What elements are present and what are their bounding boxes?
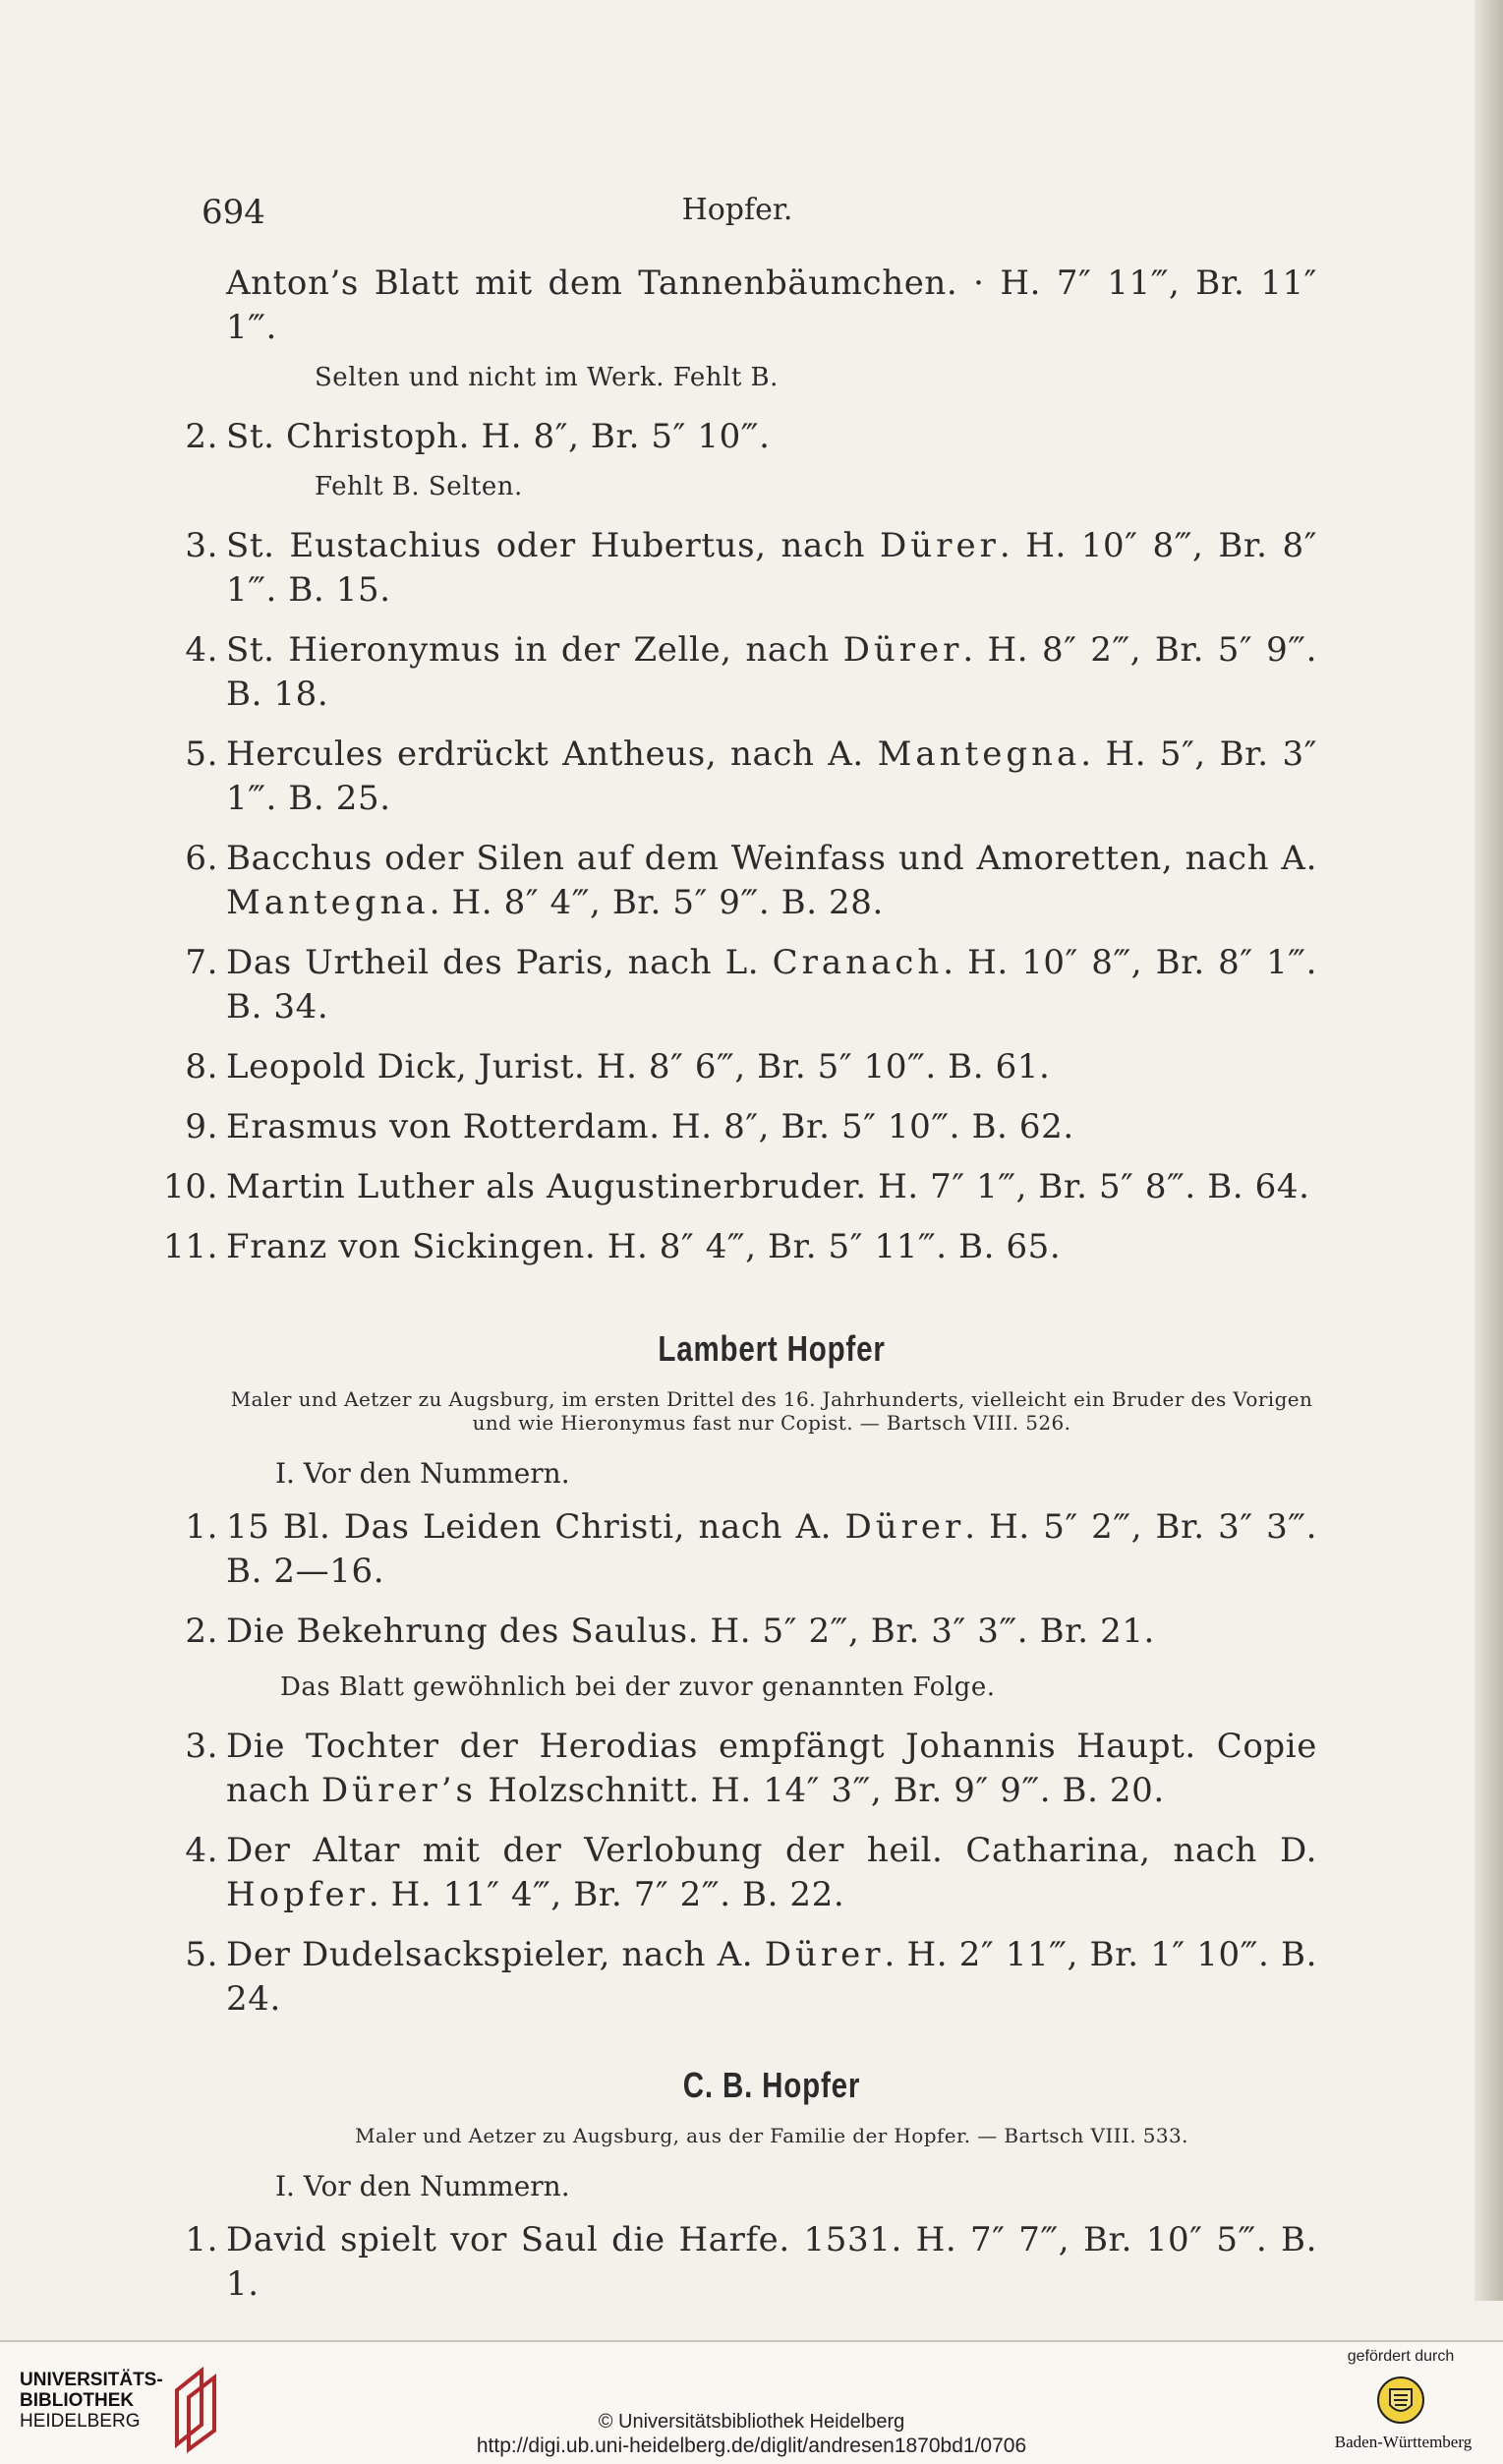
section-title-cb-hopfer: C. B. Hopfer — [682, 2065, 861, 2105]
entry-artist: Dürer — [844, 1507, 965, 1547]
coat-of-arms-icon — [1376, 2376, 1425, 2425]
catalog-entry — [185, 524, 1318, 613]
entry-text: St. Eustachius oder Hubertus, nach — [226, 526, 881, 565]
entry-artist: Hopfer — [226, 1875, 369, 1914]
entry-note: Das Blatt gewöhnlich bei der zuvor genannten Folge. — [280, 1672, 996, 1702]
entry-artist: Cranach — [772, 943, 944, 982]
entry-artist: Mantegna — [226, 883, 430, 922]
library-name-line: HEIDELBERG — [20, 2411, 141, 2432]
page-number: 694 — [202, 193, 265, 232]
entry-artist: Dürer — [764, 1935, 885, 1974]
section-subhead: I. Vor den Nummern. — [275, 1457, 570, 1490]
entry-number: 7. — [185, 943, 218, 982]
entry-text: Franz von Sickingen. H. 8″ 4‴, Br. 5″ 11‴. B. 65. — [226, 1227, 1062, 1266]
catalog-entry — [226, 262, 1317, 350]
entry-text: 15 Bl. Das Leiden Christi, nach A. — [226, 1507, 845, 1547]
entry-text: . H. 2″ 11‴, Br. 1″ 10‴. B. 24. — [226, 1935, 1317, 2019]
catalog-entry — [185, 1105, 1317, 1149]
entry-number: 2. — [185, 1612, 218, 1651]
library-name-line: UNIVERSITÄTS- — [20, 2370, 163, 2390]
entry-text: Anton’s Blatt mit dem Tannenbäumchen. · H. 7″ 11‴, Br. 11″ 1‴. — [226, 264, 1317, 347]
entry-text: . H. 10″ 8‴, Br. 8″ 1‴. B. 34. — [226, 943, 1318, 1027]
entry-text: Martin Luther als Augustinerbruder. H. 7″ 1‴, Br. 5″ 8‴. B. 64. — [226, 1167, 1310, 1206]
page-edge — [1474, 0, 1503, 2301]
entry-list-lambert-a — [185, 1505, 1317, 1654]
entry-text: St. Hieronymus in der Zelle, nach — [226, 630, 843, 670]
entry-note: Selten und nicht im Werk. Fehlt B. — [315, 363, 779, 392]
entry-text: . H. 8″ 4‴, Br. 5″ 9‴. B. 28. — [429, 883, 884, 922]
entry-list-lambert-b — [185, 1725, 1317, 2022]
entry-text: Hercules erdrückt Antheus, nach A. — [226, 734, 878, 774]
entry-text: David spielt vor Saul die Harfe. 1531. H. 7″ 7‴, Br. 10″ 5‴. B. 1. — [226, 2220, 1317, 2304]
entry-text: Bacchus oder Silen auf dem Weinfass und Amoretten, nach A. — [226, 839, 1317, 878]
catalog-entry — [185, 2218, 1317, 2307]
section-title-lambert-hopfer: Lambert Hopfer — [658, 1328, 886, 1369]
entry-text: Der Dudelsackspieler, nach A. — [226, 1935, 765, 1974]
catalog-entry — [163, 1225, 1317, 1269]
entry-number: 8. — [185, 1047, 218, 1086]
catalog-entry — [185, 1505, 1317, 1594]
entry-artist: Dürer’s — [320, 1771, 477, 1810]
entry-number: 10. — [163, 1167, 218, 1206]
entry-text: Die Tochter der Herodias empfängt Johannis Haupt. Copie nach — [226, 1727, 1317, 1810]
entry-text: Das Urtheil des Paris, nach L. — [226, 943, 773, 982]
entry-number: 6. — [185, 839, 218, 878]
entry-number: 5. — [185, 1935, 218, 1974]
entry-text: . H. 8″ 2‴, Br. 5″ 9‴. B. 18. — [226, 630, 1317, 714]
entry-number: 4. — [185, 1831, 218, 1870]
entry-number: 11. — [163, 1227, 218, 1266]
catalog-entry — [185, 837, 1317, 925]
catalog-entry — [163, 1165, 1317, 1209]
catalog-entry — [185, 628, 1317, 717]
page-content — [163, 262, 1318, 2322]
catalog-entry — [185, 1610, 1317, 1654]
entry-number: 3. — [185, 526, 218, 565]
entry-number: 3. — [185, 1727, 218, 1766]
entry-text: Leopold Dick, Jurist. H. 8″ 6‴, Br. 5″ 10‴. B. 61. — [226, 1047, 1051, 1086]
entry-text: St. Christoph. H. 8″, Br. 5″ 10‴. — [226, 417, 771, 456]
catalog-entry — [185, 941, 1318, 1029]
catalog-entry — [185, 733, 1318, 821]
funded-by-label: gefördert durch — [1347, 2348, 1455, 2365]
section-description: Maler und Aetzer zu Augsburg, aus der Familie der Hopfer. — Bartsch VIII. 533. — [355, 2124, 1188, 2147]
entry-list-b — [163, 524, 1318, 1269]
page-header — [0, 193, 1474, 232]
entry-text: Die Bekehrung des Saulus. H. 5″ 2‴, Br. 3″ 3‴. Br. 21. — [226, 1612, 1155, 1651]
entry-artist: Dürer — [842, 630, 963, 670]
entry-text: Erasmus von Rotterdam. H. 8″, Br. 5″ 10‴. B. 62. — [226, 1107, 1074, 1146]
footer-bar — [0, 2340, 1503, 2464]
entry-number: 9. — [185, 1107, 218, 1146]
catalog-entry — [185, 1829, 1317, 1917]
entry-list-a — [185, 415, 1317, 459]
copyright-text: © Universitätsbibliothek Heidelberg — [598, 2411, 905, 2433]
entry-number: 1. — [185, 1507, 218, 1547]
entry-text: Der Altar mit der Verlobung der heil. Catharina, nach D. — [226, 1831, 1317, 1870]
entry-text: . H. 5″, Br. 3″ 1‴. B. 25. — [226, 734, 1318, 818]
running-title: Hopfer. — [681, 193, 793, 227]
entry-number: 2. — [185, 417, 218, 456]
section-description: Maler und Aetzer zu Augsburg, im ersten Drittel des 16. Jahrhunderts, vielleicht ein Bruder des Vorigen und wie Hieronymus fast nur Copist. — Bartsch VIII. 526. — [230, 1387, 1313, 1435]
entry-list-cb — [185, 2218, 1317, 2307]
catalog-entry — [185, 1045, 1317, 1089]
permalink-link[interactable]: http://digi.ub.uni-heidelberg.de/diglit/andresen1870bd1/0706 — [476, 2435, 1027, 2457]
catalog-entry — [185, 1725, 1317, 1813]
entry-number: 5. — [185, 734, 218, 774]
entry-artist: Dürer — [880, 526, 1000, 565]
entry-number: 4. — [185, 630, 218, 670]
catalog-entry — [185, 1933, 1317, 2022]
funder-name: Baden-Württemberg — [1334, 2433, 1473, 2451]
catalog-entry — [185, 415, 1317, 459]
entry-text: . H. 11″ 4‴, Br. 7″ 2‴. B. 22. — [368, 1875, 845, 1914]
section-subhead: I. Vor den Nummern. — [275, 2170, 570, 2202]
entry-text: Holzschnitt. H. 14″ 3‴, Br. 9″ 9‴. B. 20. — [476, 1771, 1165, 1810]
entry-list-intro — [226, 262, 1317, 350]
entry-number: 1. — [185, 2220, 218, 2259]
entry-artist: Mantegna — [877, 734, 1081, 774]
entry-text: . H. 5″ 2‴, Br. 3″ 3‴. B. 2—16. — [226, 1507, 1317, 1591]
entry-text: . H. 10″ 8‴, Br. 8″ 1‴. B. 15. — [226, 526, 1318, 610]
entry-note: Fehlt B. Selten. — [315, 472, 523, 501]
library-name-line: BIBLIOTHEK — [20, 2390, 135, 2411]
